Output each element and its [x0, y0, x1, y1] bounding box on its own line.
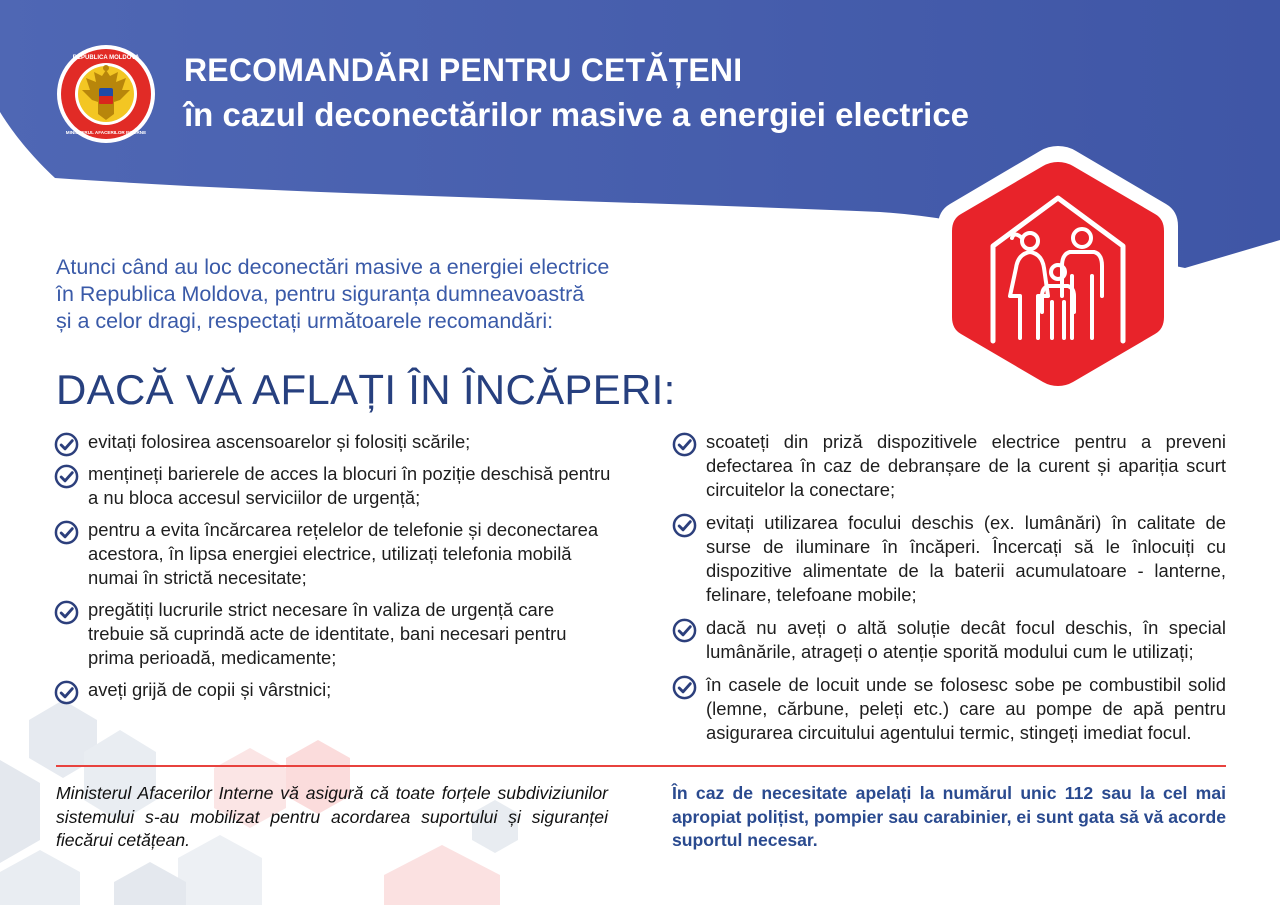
seal-text-top: REPUBLICA MOLDOVA: [72, 55, 140, 61]
checkmark-circle-icon: [54, 432, 79, 457]
checkmark-circle-icon: [672, 432, 697, 457]
checkmark-circle-icon: [54, 520, 79, 545]
section-heading: DACĂ VĂ AFLAȚI ÎN ÎNCĂPERI:: [56, 366, 676, 413]
footer-divider: [56, 765, 1226, 767]
intro-line: și a celor dragi, respectați următoarele recomandări:: [56, 309, 554, 333]
checkmark-circle-icon: [672, 513, 697, 538]
list-item: [54, 678, 614, 702]
list-item-text: evitați folosirea ascensoarelor și folosiți scările;: [88, 431, 471, 452]
list-item-text: aveți grijă de copii și vârstnici;: [88, 679, 332, 700]
checkmark-circle-icon: [672, 618, 697, 643]
list-item: [54, 518, 614, 590]
list-item: [54, 430, 614, 454]
footer-emergency-call: În caz de necesitate apelați la numărul unic 112 sau la cel mai apropiat polițist, pompier sau carabinier, ei sunt gata să vă acorde suportul necesar.: [672, 783, 1226, 850]
list-item-text: în casele de locuit unde se folosesc sobe pe combustibil solid (lemne, cărbune, peleți etc.) care au pompe de apă pentru asigurarea circuitului agentului termic, stingeți imediat focul.: [706, 674, 1226, 743]
list-item: [672, 511, 1226, 607]
page-title: RECOMANDĂRI PENTRU CETĂȚENI: [184, 52, 743, 88]
checkmark-circle-icon: [672, 675, 697, 700]
checkmark-circle-icon: [54, 600, 79, 625]
list-item: [54, 462, 614, 510]
checkmark-circle-icon: [54, 464, 79, 489]
seal-text-bottom: MINISTERUL AFACERILOR INTERNE: [65, 130, 147, 135]
page-subtitle: în cazul deconectărilor masive a energiei electrice: [184, 96, 970, 133]
checkmark-circle-icon: [54, 680, 79, 705]
list-item: [672, 673, 1226, 745]
intro-line: Atunci când au loc deconectări masive a energiei electrice: [56, 255, 610, 279]
recommendations-list-left: [54, 430, 614, 710]
intro-line: în Republica Moldova, pentru siguranța dumneavoastră: [56, 282, 585, 306]
family-house-icon: [930, 146, 1186, 402]
footer-ministry-statement: Ministerul Afacerilor Interne vă asigură că toate forțele subdiviziunilor sistemului s-au mobilizat pentru acordarea suportului și siguranței fiecărui cetățean.: [56, 783, 608, 850]
list-item-text: dacă nu aveți o altă soluție decât focul deschis, în special lumânările, atrageți o atenție sporită modului cum le utilizați;: [706, 617, 1226, 662]
intro-paragraph: [56, 254, 716, 335]
list-item-text: mențineți barierele de acces la blocuri în poziție deschisă pentru a nu bloca accesul serviciilor de urgență;: [88, 463, 611, 508]
list-item-text: pregătiți lucrurile strict necesare în valiza de urgență care trebuie să cuprindă acte de identitate, bani necesari pentru prima perioadă, medicamente;: [88, 599, 567, 668]
moldova-coat-of-arms-icon: [56, 44, 156, 144]
list-item-text: scoateți din priză dispozitivele electrice pentru a preveni defectarea în caz de debranșare de la curent și apariția scurt circuitelor la conectare;: [706, 431, 1226, 500]
list-item: [672, 430, 1226, 502]
list-item: [54, 598, 614, 670]
list-item: [672, 616, 1226, 664]
recommendations-list-right: [672, 430, 1226, 754]
list-item-text: pentru a evita încărcarea rețelelor de telefonie și deconectarea acestora, în lipsa energiei electrice, utilizați telefonia mobilă numai în strictă necesitate;: [88, 519, 599, 588]
list-item-text: evitați utilizarea focului deschis (ex. lumânări) în calitate de surse de iluminare în încăperi. Încercați să le înlocuiți cu dispozitive alimentate de la baterii acumulatoare - lanterne, felinare, telefoane mobile;: [706, 512, 1226, 605]
